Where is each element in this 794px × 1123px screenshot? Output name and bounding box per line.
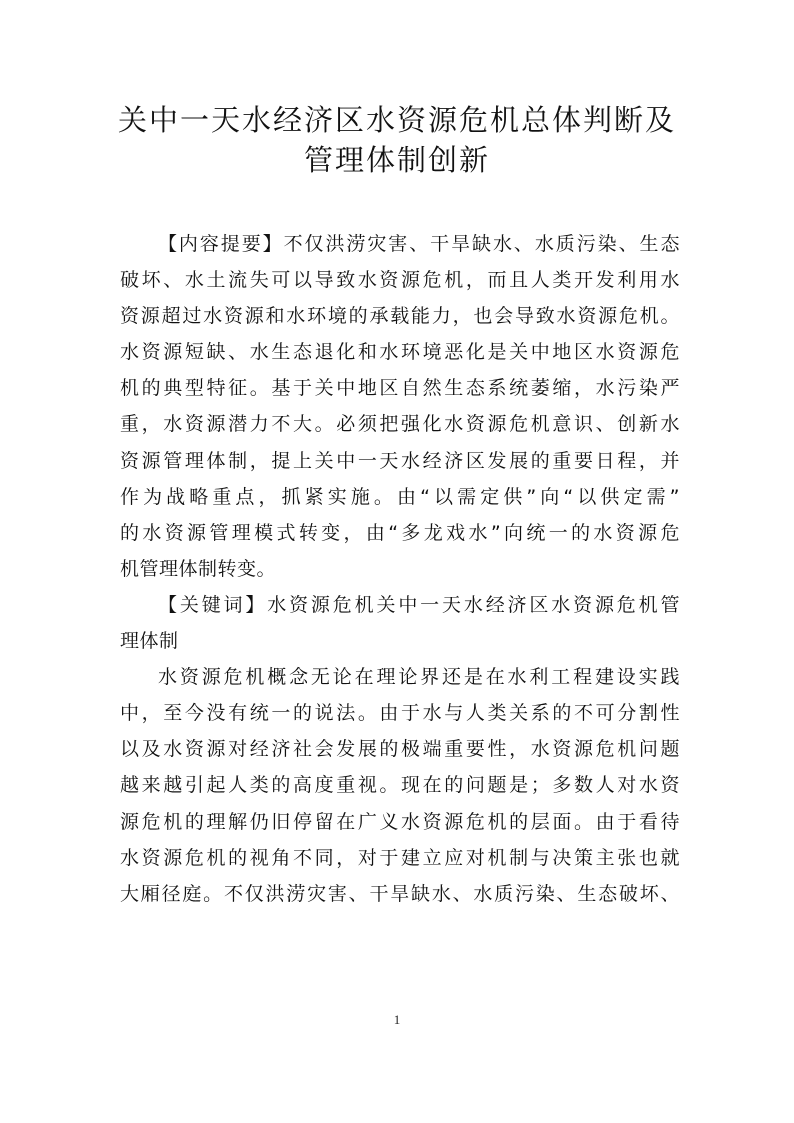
paragraph-line: 中，至今没有统一的说法。由于水与人类关系的不可分割性: [120, 702, 680, 725]
abstract-line: 【内容提要】不仅洪涝灾害、干旱缺水、水质污染、生态: [158, 233, 680, 255]
abstract-line: 资源管理体制，提上关中一天水经济区发展的重要日程，并: [120, 449, 680, 472]
page-number: 1: [393, 1012, 401, 1027]
abstract-line: 的水资源管理模式转变，由“多龙戏水”向统一的水资源危: [120, 521, 680, 544]
keywords-line: 理体制: [120, 630, 179, 653]
abstract-line: 作为战略重点，抓紧实施。由“以需定供”向“以供定需”: [120, 485, 680, 508]
document-title-line-2: 管理体制创新: [303, 143, 490, 177]
paragraph-line: 源危机的理解仍旧停留在广义水资源危机的层面。由于看待: [120, 810, 680, 833]
paragraph-line: 水资源危机概念无论在理论界还是在水利工程建设实践: [158, 666, 680, 689]
abstract-line: 机的典型特征。基于关中地区自然生态系统萎缩，水污染严: [120, 377, 680, 400]
keywords-line: 【关键词】水资源危机关中一天水经济区水资源危机管: [158, 593, 680, 616]
abstract-line: 机管理体制转变。: [120, 557, 277, 580]
abstract-line: 水资源短缺、水生态退化和水环境恶化是关中地区水资源危: [120, 341, 680, 364]
abstract-line: 重，水资源潜力不大。必须把强化水资源危机意识、创新水: [120, 413, 680, 436]
paragraph-line: 以及水资源对经济社会发展的极端重要性，水资源危机问题: [120, 738, 680, 761]
abstract-line: 资源超过水资源和水环境的承载能力，也会导致水资源危机。: [120, 305, 680, 328]
paragraph-line: 水资源危机的视角不同，对于建立应对机制与决策主张也就: [120, 846, 680, 869]
abstract-line: 破坏、水土流失可以导致水资源危机，而且人类开发利用水: [120, 269, 680, 292]
paragraph-line: 越来越引起人类的高度重视。现在的问题是；多数人对水资: [120, 774, 680, 797]
document-title-line-1: 关中一天水经济区水资源危机总体判断及: [117, 103, 676, 137]
document-body: [120, 226, 680, 912]
paragraph-line: 大厢径庭。不仅洪涝灾害、干旱缺水、水质污染、生态破坏、: [120, 882, 680, 905]
